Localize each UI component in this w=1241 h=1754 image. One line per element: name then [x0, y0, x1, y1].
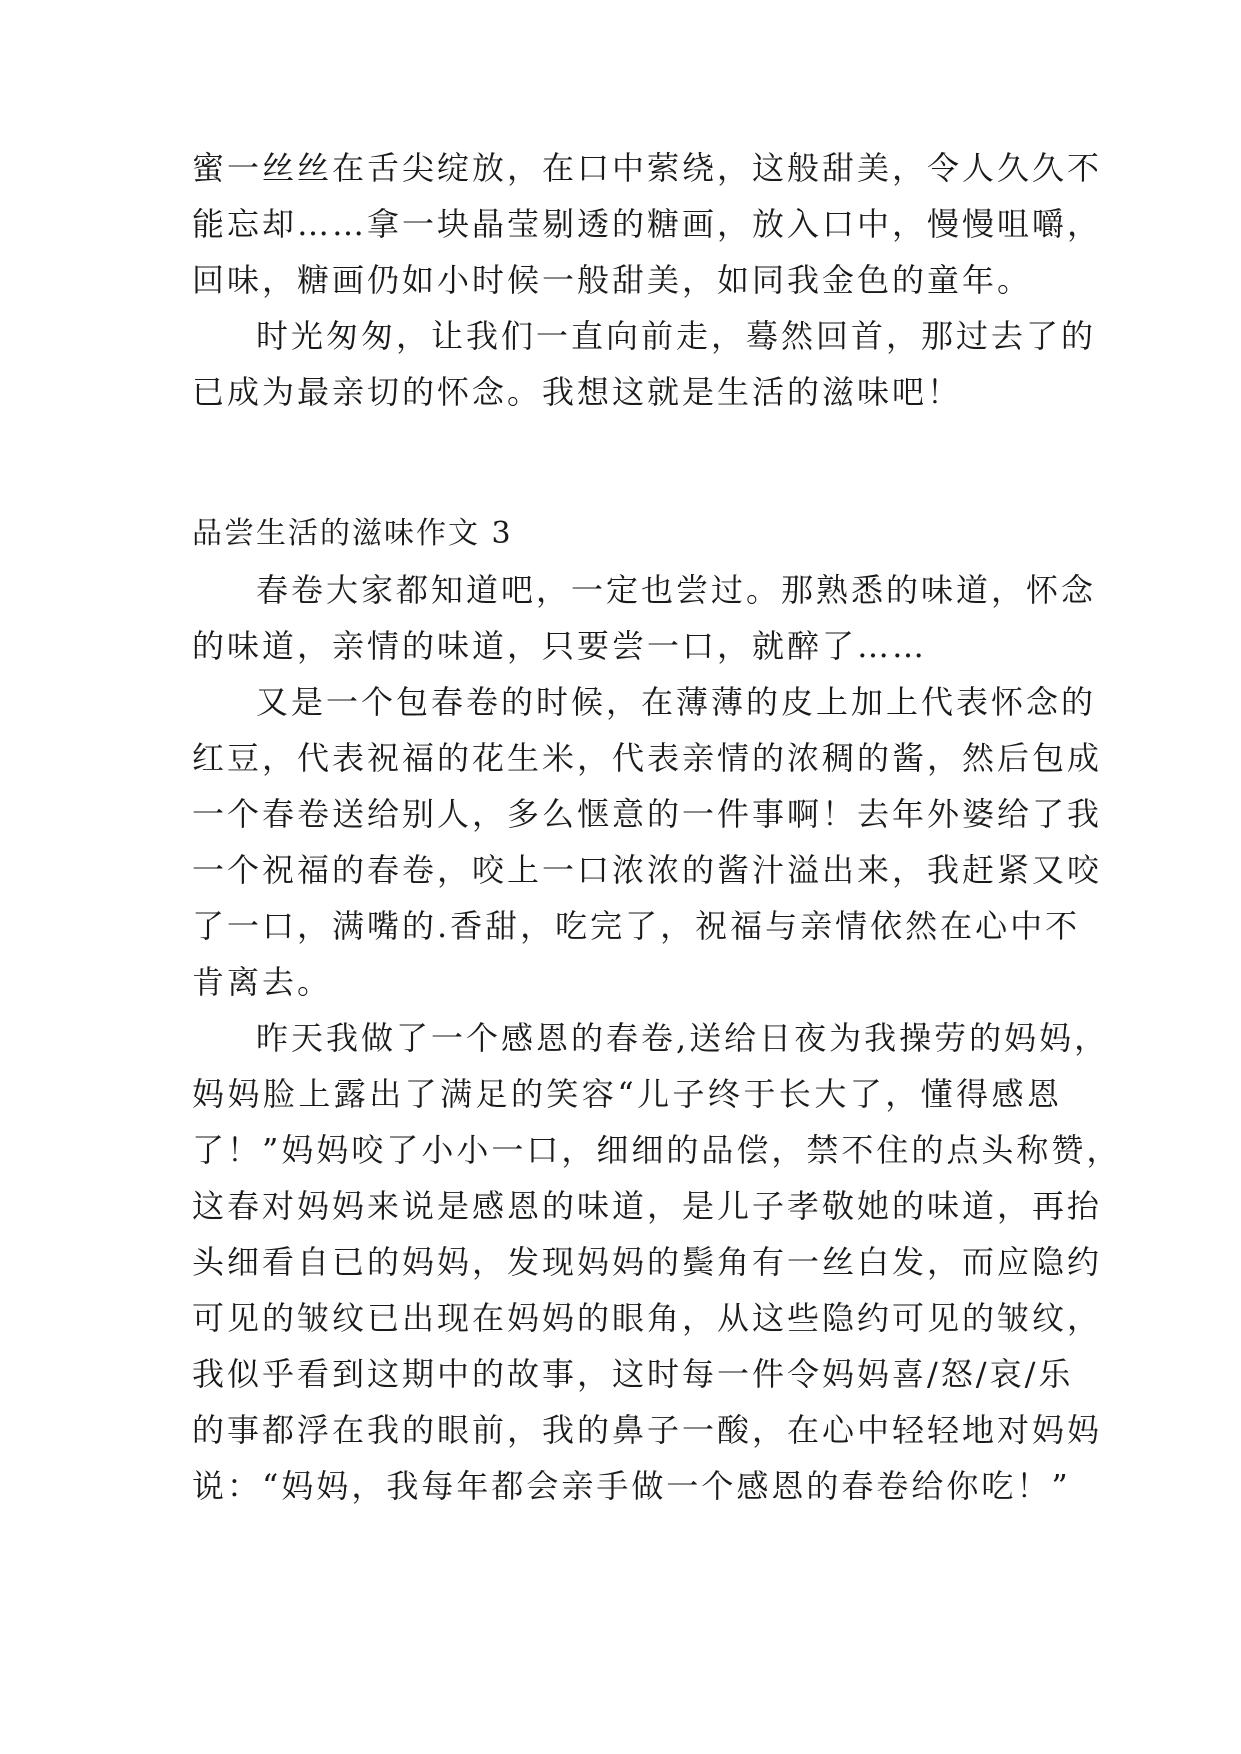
- text-line: 说：“妈妈，我每年都会亲手做一个感恩的春卷给你吃！”: [192, 1467, 1071, 1505]
- text-line: 可见的皱纹已出现在妈妈的眼角，从这些隐约可见的皱纹，: [192, 1299, 1103, 1337]
- paragraph-first-line: 又是一个包春卷的时候，在薄薄的皮上加上代表怀念的: [256, 683, 1097, 721]
- text-line: 回味，糖画仍如小时候一般甜美，如同我金色的童年。: [192, 261, 1033, 299]
- text-line: 妈妈脸上露出了满足的笑容“儿子终于长大了，懂得感恩: [192, 1075, 1062, 1113]
- text-line: 了！”妈妈咬了小小一口，细细的品偿，禁不住的点头称赞，: [192, 1131, 1122, 1169]
- text-line: 红豆，代表祝福的花生米，代表亲情的浓稠的酱，然后包成: [192, 739, 1103, 777]
- paragraph-first-line: 春卷大家都知道吧，一定也尝过。那熟悉的味道，怀念: [256, 571, 1097, 609]
- text-line: 肯离去。: [192, 963, 333, 1001]
- paragraph-first-line: 时光匆匆，让我们一直向前走，蓦然回首，那过去了的: [256, 317, 1097, 355]
- text-line: 头细看自已的妈妈，发现妈妈的鬓角有一丝白发，而应隐约: [192, 1243, 1103, 1281]
- text-block-top: [192, 140, 1103, 420]
- text-line: 一个祝福的春卷，咬上一口浓浓的酱汁溢出来，我赶紧又咬: [192, 851, 1103, 889]
- section-heading: 品尝生活的滋味作文 3: [192, 516, 513, 551]
- text-line: 已成为最亲切的怀念。我想这就是生活的滋味吧！: [192, 373, 963, 411]
- text-line: 了一口，满嘴的.香甜，吃完了，祝福与亲情依然在心中不: [192, 907, 1081, 945]
- text-line: 这春对妈妈来说是感恩的味道，是儿子孝敬她的味道，再抬: [192, 1187, 1103, 1225]
- paragraph-first-line: 昨天我做了一个感恩的春卷,送给日夜为我操劳的妈妈，: [256, 1019, 1110, 1057]
- text-line: 一个春卷送给别人，多么惬意的一件事啊！去年外婆给了我: [192, 795, 1103, 833]
- text-line: 能忘却……拿一块晶莹剔透的糖画，放入口中，慢慢咀嚼，: [192, 205, 1103, 243]
- text-line: 蜜一丝丝在舌尖绽放，在口中萦绕，这般甜美，令人久久不: [192, 149, 1103, 187]
- text-line: 我似乎看到这期中的故事，这时每一件令妈妈喜/怒/哀/乐: [192, 1355, 1074, 1393]
- text-line: 的味道，亲情的味道，只要尝一口，就醉了……: [192, 627, 928, 665]
- text-block-main: [192, 562, 1122, 1514]
- text-line: 的事都浮在我的眼前，我的鼻子一酸，在心中轻轻地对妈妈: [192, 1411, 1103, 1449]
